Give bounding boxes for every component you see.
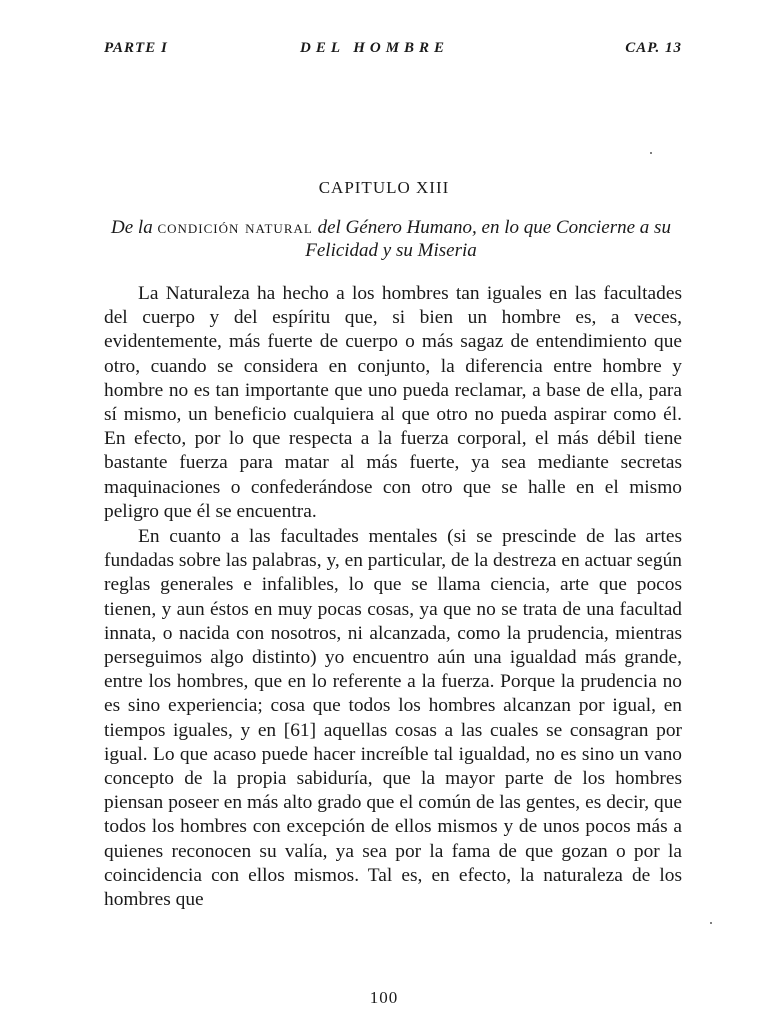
body-text [104, 282, 682, 912]
chapter-number: CAPITULO XIII [318, 178, 450, 197]
running-head-part: PARTE I [104, 40, 168, 56]
chapter-title-smallcaps: condición natural [157, 217, 313, 238]
paragraph: La Naturaleza ha hecho a los hombres tan iguales en las facultades del cuerpo y del espíritu que, si bien un hombre es, a veces, evidentemente, más fuerte de cuerpo o más sagaz de entendimiento que otro, cuando se considera en conjunto, la diferencia entre hombre y hombre no es tan importante que uno pueda reclamar, a base de ella, para sí mismo, un beneficio cualquiera al que otro no pueda aspirar como él. En efecto, por lo que respecta a la fuerza corporal, el más débil tiene bastante fuerza para matar al más fuerte, ya sea mediante secretas maquinaciones o confederándose con otro que se halle en el mismo peligro que él se encuentra. [104, 283, 682, 522]
print-speck [710, 922, 712, 924]
chapter-title [100, 216, 682, 262]
chapter-title-part1: De la [111, 217, 158, 238]
running-head [104, 40, 682, 64]
print-speck [650, 152, 652, 154]
page-number: 100 [369, 988, 399, 1007]
running-head-chapter: CAP. 13 [625, 40, 682, 56]
paragraph: En cuanto a las facultades mentales (si se prescinde de las artes fundadas sobre las palabras, y, en particular, de la destreza en actuar según reglas generales e infalibles, lo que se llama ciencia, arte que pocos tienen, y aun éstos en muy pocas cosas, ya que no se trata de una facultad innata, o nacida con nosotros, ni alcanzada, como la prudencia, mientras perseguimos algo distinto) yo encuentro aún una igualdad más grande, entre los hombres, que en lo referente a la fuerza. Porque la prudencia no es sino experiencia; cosa que todos los hombres alcanzan por igual, en tiempos iguales, y en [61] aquellas cosas a las cuales se consagran por igual. Lo que acaso puede hacer increíble tal igualdad, no es sino un vano concepto de la propia sabiduría, que la mayor parte de los hombres piensan poseer en más alto grado que el común de las gentes, es decir, que todos los hombres con excepción de ellos mismos y de unos pocos más a quienes reconocen su valía, ya sea por la fama de que gozan o por la coincidencia con ellos mismos. Tal es, en efecto, la naturaleza de los hombres que [104, 526, 682, 911]
chapter-title-part2: del Género Humano, en lo que Concierne a su Felicidad y su Miseria [305, 217, 671, 261]
running-head-title: DEL HOMBRE [300, 40, 450, 56]
